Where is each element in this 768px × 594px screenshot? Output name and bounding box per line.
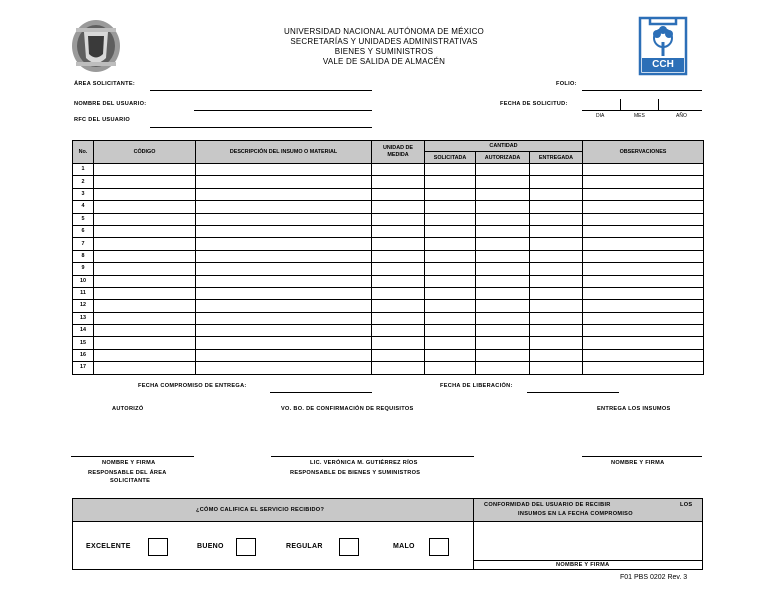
table-cell[interactable] <box>583 188 704 200</box>
table-cell[interactable] <box>196 325 372 337</box>
table-cell[interactable] <box>94 250 196 262</box>
table-cell[interactable] <box>372 238 425 250</box>
table-cell[interactable] <box>196 201 372 213</box>
table-cell[interactable] <box>530 300 583 312</box>
table-cell[interactable] <box>196 312 372 324</box>
table-row <box>73 362 704 374</box>
table-cell[interactable] <box>196 225 372 237</box>
table-cell[interactable] <box>372 176 425 188</box>
col-codigo-header: CÓDIGO <box>94 141 196 164</box>
table-cell[interactable] <box>425 337 476 349</box>
col-observaciones-header: OBSERVACIONES <box>583 141 704 164</box>
row-number: 14 <box>73 325 94 337</box>
responsable-area-line2: SOLICITANTE <box>110 478 151 484</box>
table-cell[interactable] <box>425 325 476 337</box>
header-secretarias: SECRETARÍAS Y UNIDADES ADMINISTRATIVAS <box>290 37 478 46</box>
table-cell[interactable] <box>476 176 530 188</box>
table-row <box>73 263 704 275</box>
fecha-liberacion-label: FECHA DE LIBERACIÓN: <box>440 383 513 389</box>
malo-label: MALO <box>393 543 415 550</box>
table-cell[interactable] <box>372 300 425 312</box>
table-cell[interactable] <box>425 349 476 361</box>
table-cell[interactable] <box>94 201 196 213</box>
table-cell[interactable] <box>94 263 196 275</box>
table-cell[interactable] <box>530 176 583 188</box>
items-table <box>72 140 704 375</box>
table-cell[interactable] <box>476 213 530 225</box>
table-cell[interactable] <box>583 325 704 337</box>
conformidad-signature-line[interactable] <box>474 560 702 561</box>
table-cell[interactable] <box>196 337 372 349</box>
responsable-bienes: RESPONSABLE DE BIENES Y SUMINISTROS <box>290 470 421 476</box>
table-cell[interactable] <box>425 201 476 213</box>
row-number: 7 <box>73 238 94 250</box>
excelente-label: EXCELENTE <box>86 543 131 550</box>
bueno-checkbox[interactable] <box>236 538 256 556</box>
table-cell[interactable] <box>583 164 704 176</box>
regular-checkbox[interactable] <box>339 538 359 556</box>
row-number: 1 <box>73 164 94 176</box>
table-cell[interactable] <box>196 213 372 225</box>
table-cell[interactable] <box>196 349 372 361</box>
conformidad-line2: INSUMOS EN LA FECHA COMPROMISO <box>518 511 633 517</box>
header-vale: VALE DE SALIDA DE ALMACÉN <box>322 57 446 66</box>
table-cell[interactable] <box>372 275 425 287</box>
row-number: 12 <box>73 300 94 312</box>
items-table-body <box>73 164 704 375</box>
fecha-compromiso-label: FECHA COMPROMISO DE ENTREGA: <box>138 383 247 389</box>
table-cell[interactable] <box>372 225 425 237</box>
table-cell[interactable] <box>530 325 583 337</box>
row-number: 11 <box>73 287 94 299</box>
table-cell[interactable] <box>372 362 425 374</box>
table-cell[interactable] <box>476 263 530 275</box>
table-cell[interactable] <box>530 164 583 176</box>
row-number: 4 <box>73 201 94 213</box>
table-cell[interactable] <box>425 188 476 200</box>
col-entregada-header: ENTREGADA <box>530 152 583 164</box>
table-cell[interactable] <box>425 238 476 250</box>
table-cell[interactable] <box>425 225 476 237</box>
table-cell[interactable] <box>476 325 530 337</box>
table-cell[interactable] <box>583 238 704 250</box>
table-cell[interactable] <box>94 275 196 287</box>
table-cell[interactable] <box>94 300 196 312</box>
rfc-usuario-label: RFC DEL USUARIO <box>74 117 130 123</box>
table-cell[interactable] <box>476 201 530 213</box>
header-university: UNIVERSIDAD NACIONAL AUTÓNOMA DE MÉXICO <box>284 27 484 36</box>
folio-label: FOLIO: <box>556 81 577 87</box>
table-row <box>73 300 704 312</box>
row-number: 16 <box>73 349 94 361</box>
table-cell[interactable] <box>530 337 583 349</box>
table-cell[interactable] <box>425 263 476 275</box>
vobo-label: VO. BO. DE CONFIRMACIÓN DE REQUISITOS <box>281 406 414 412</box>
table-cell[interactable] <box>530 362 583 374</box>
table-cell[interactable] <box>476 349 530 361</box>
table-cell[interactable] <box>196 176 372 188</box>
malo-checkbox[interactable] <box>429 538 449 556</box>
table-cell[interactable] <box>583 300 704 312</box>
table-cell[interactable] <box>583 275 704 287</box>
table-cell[interactable] <box>476 362 530 374</box>
row-number: 13 <box>73 312 94 324</box>
table-row <box>73 238 704 250</box>
table-cell[interactable] <box>476 275 530 287</box>
signature-line-left[interactable] <box>71 456 194 457</box>
fecha-divider-1 <box>620 99 621 110</box>
table-cell[interactable] <box>196 238 372 250</box>
table-cell[interactable] <box>425 312 476 324</box>
col-solicitada-header: SOLICITADA <box>425 152 476 164</box>
mes-label: MES <box>634 113 645 119</box>
table-cell[interactable] <box>530 250 583 262</box>
table-cell[interactable] <box>94 213 196 225</box>
table-row <box>73 188 704 200</box>
fecha-compromiso-input[interactable] <box>270 392 372 393</box>
table-cell[interactable] <box>583 250 704 262</box>
row-number: 6 <box>73 225 94 237</box>
table-cell[interactable] <box>372 164 425 176</box>
table-cell[interactable] <box>425 275 476 287</box>
autorizo-label: AUTORIZÓ <box>112 406 144 412</box>
table-cell[interactable] <box>530 287 583 299</box>
col-cantidad-header: CANTIDAD <box>425 141 583 152</box>
nombre-firma-right: NOMBRE Y FIRMA <box>611 460 665 466</box>
table-cell[interactable] <box>196 263 372 275</box>
signature-line-center[interactable] <box>271 456 474 457</box>
ano-label: AÑO <box>676 113 687 119</box>
table-cell[interactable] <box>476 250 530 262</box>
signature-line-right[interactable] <box>582 456 702 457</box>
conformidad-los: LOS <box>680 502 693 508</box>
table-cell[interactable] <box>530 312 583 324</box>
table-row <box>73 213 704 225</box>
table-cell[interactable] <box>425 250 476 262</box>
bueno-label: BUENO <box>197 543 224 550</box>
table-cell[interactable] <box>372 325 425 337</box>
table-cell[interactable] <box>425 213 476 225</box>
table-row <box>73 325 704 337</box>
table-cell[interactable] <box>583 287 704 299</box>
row-number: 15 <box>73 337 94 349</box>
folio-input[interactable] <box>582 90 702 91</box>
table-row <box>73 176 704 188</box>
table-cell[interactable] <box>476 287 530 299</box>
table-row <box>73 164 704 176</box>
table-cell[interactable] <box>476 188 530 200</box>
rfc-usuario-input[interactable] <box>150 127 372 128</box>
evaluation-nombre-firma: NOMBRE Y FIRMA <box>556 562 610 568</box>
regular-label: REGULAR <box>286 543 323 550</box>
table-cell[interactable] <box>372 337 425 349</box>
table-cell[interactable] <box>94 225 196 237</box>
table-cell[interactable] <box>94 362 196 374</box>
table-cell[interactable] <box>94 287 196 299</box>
table-cell[interactable] <box>530 213 583 225</box>
table-cell[interactable] <box>583 312 704 324</box>
table-cell[interactable] <box>425 176 476 188</box>
row-number: 9 <box>73 263 94 275</box>
lic-name: LIC. VERÓNICA M. GUTIÉRREZ RÍOS <box>310 460 418 466</box>
fecha-divider-2 <box>658 99 659 110</box>
table-cell[interactable] <box>476 164 530 176</box>
table-cell[interactable] <box>94 188 196 200</box>
col-descripcion-header: DESCRIPCIÓN DEL INSUMO O MATERIAL <box>196 141 372 164</box>
table-cell[interactable] <box>530 225 583 237</box>
evaluation-divider <box>473 499 474 569</box>
table-cell[interactable] <box>583 263 704 275</box>
table-cell[interactable] <box>94 238 196 250</box>
table-cell[interactable] <box>530 263 583 275</box>
table-cell[interactable] <box>372 188 425 200</box>
table-cell[interactable] <box>196 362 372 374</box>
table-cell[interactable] <box>196 300 372 312</box>
table-cell[interactable] <box>372 287 425 299</box>
table-row <box>73 337 704 349</box>
fecha-solicitud-label: FECHA DE SOLICITUD: <box>500 101 568 107</box>
row-number: 8 <box>73 250 94 262</box>
table-cell[interactable] <box>425 287 476 299</box>
table-cell[interactable] <box>94 164 196 176</box>
table-cell[interactable] <box>530 201 583 213</box>
row-number: 2 <box>73 176 94 188</box>
table-cell[interactable] <box>94 325 196 337</box>
table-row <box>73 275 704 287</box>
table-cell[interactable] <box>530 349 583 361</box>
col-autorizada-header: AUTORIZADA <box>476 152 530 164</box>
excelente-checkbox[interactable] <box>148 538 168 556</box>
nombre-usuario-input[interactable] <box>194 110 372 111</box>
table-cell[interactable] <box>476 337 530 349</box>
table-row <box>73 349 704 361</box>
table-cell[interactable] <box>530 238 583 250</box>
table-cell[interactable] <box>583 213 704 225</box>
table-cell[interactable] <box>372 201 425 213</box>
dia-label: DIA <box>596 113 605 119</box>
entrega-label: ENTREGA LOS INSUMOS <box>597 406 671 412</box>
table-cell[interactable] <box>94 349 196 361</box>
responsable-area-line1: RESPONSABLE DEL ÁREA <box>88 470 167 476</box>
header-bienes: BIENES Y SUMINISTROS <box>334 47 434 56</box>
row-number: 17 <box>73 362 94 374</box>
form-code: F01 PBS 0202 Rev. 3 <box>620 574 688 581</box>
table-cell[interactable] <box>196 250 372 262</box>
table-cell[interactable] <box>372 349 425 361</box>
conformidad-line1: CONFORMIDAD DEL USUARIO DE RECIBIR <box>484 502 611 508</box>
table-cell[interactable] <box>476 300 530 312</box>
nombre-usuario-label: NOMBRE DEL USUARIO: <box>74 101 147 107</box>
col-unidad-header: UNIDAD DE MEDIDA <box>372 141 425 164</box>
table-cell[interactable] <box>425 362 476 374</box>
table-cell[interactable] <box>583 201 704 213</box>
table-cell[interactable] <box>530 188 583 200</box>
fecha-liberacion-input[interactable] <box>527 392 619 393</box>
table-cell[interactable] <box>476 312 530 324</box>
table-cell[interactable] <box>425 164 476 176</box>
table-cell[interactable] <box>530 275 583 287</box>
col-no-header: No. <box>73 141 94 164</box>
table-cell[interactable] <box>372 263 425 275</box>
fecha-solicitud-input[interactable] <box>582 110 702 111</box>
table-cell[interactable] <box>476 225 530 237</box>
row-number: 5 <box>73 213 94 225</box>
table-cell[interactable] <box>94 176 196 188</box>
table-cell[interactable] <box>425 300 476 312</box>
table-row <box>73 312 704 324</box>
table-cell[interactable] <box>196 287 372 299</box>
table-cell[interactable] <box>196 188 372 200</box>
row-number: 3 <box>73 188 94 200</box>
table-cell[interactable] <box>583 362 704 374</box>
table-cell[interactable] <box>94 312 196 324</box>
table-cell[interactable] <box>372 250 425 262</box>
table-row <box>73 250 704 262</box>
table-row <box>73 287 704 299</box>
table-cell[interactable] <box>196 275 372 287</box>
table-cell[interactable] <box>372 213 425 225</box>
table-row <box>73 201 704 213</box>
table-cell[interactable] <box>196 164 372 176</box>
nombre-firma-left: NOMBRE Y FIRMA <box>102 460 156 466</box>
table-cell[interactable] <box>372 312 425 324</box>
table-cell[interactable] <box>94 337 196 349</box>
table-row <box>73 225 704 237</box>
cch-logo-text: CCH <box>652 59 674 70</box>
table-cell[interactable] <box>476 238 530 250</box>
table-cell[interactable] <box>583 337 704 349</box>
table-cell[interactable] <box>583 176 704 188</box>
area-solicitante-label: ÁREA SOLICITANTE: <box>74 81 136 87</box>
table-cell[interactable] <box>583 225 704 237</box>
area-solicitante-input[interactable] <box>150 90 372 91</box>
evaluation-question: ¿CÓMO CALIFICA EL SERVICIO RECIBIDO? <box>196 507 325 513</box>
table-cell[interactable] <box>583 349 704 361</box>
row-number: 10 <box>73 275 94 287</box>
